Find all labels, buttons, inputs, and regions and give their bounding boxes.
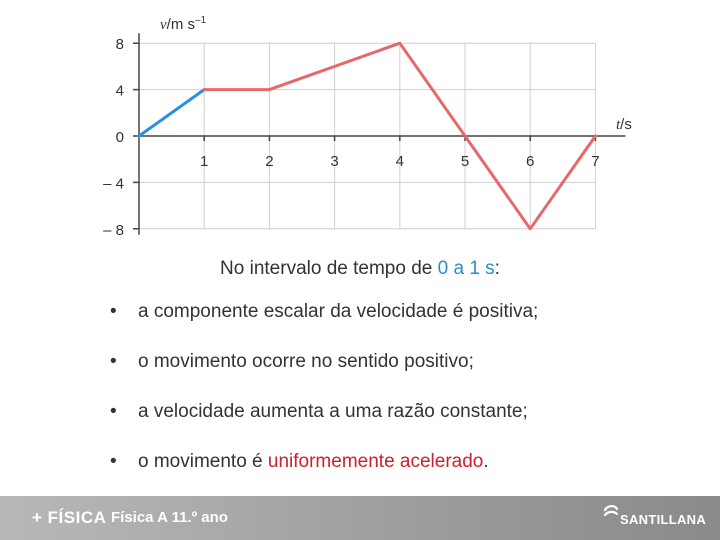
x-tick-label: 2 (265, 153, 274, 170)
bullet-text: o movimento é (138, 451, 268, 472)
x-tick-label: 1 (200, 153, 209, 170)
bullet-emphasis: positiva (468, 301, 534, 322)
footer-bar (0, 496, 720, 540)
caption-highlight: 0 a 1 s (437, 258, 495, 279)
bullet-emphasis: uniformemente acelerado (267, 451, 484, 472)
bullet-text-end: . (483, 451, 489, 472)
publisher-logo-icon (602, 504, 620, 522)
y-tick-label: 8 (115, 36, 124, 54)
bullet-text: a componente escalar da velocidade é (138, 301, 469, 322)
velocity-time-chart (0, 0, 720, 250)
list-item (108, 400, 538, 424)
x-tick-label: 6 (526, 153, 535, 170)
conclusions-list (108, 300, 538, 500)
y-axis-label: v/m $s^{-1}$ (160, 15, 207, 33)
bullet-text-end: ; (468, 351, 474, 372)
list-item (108, 350, 538, 374)
caption-prefix: No intervalo de tempo de (220, 258, 438, 279)
bullet-dot: • (110, 301, 117, 322)
bullet-text: o movimento ocorre no sentido (138, 351, 405, 372)
x-tick-label: 7 (591, 153, 600, 170)
bullet-text-end: ; (533, 301, 539, 322)
bullet-emphasis: positivo (404, 351, 469, 372)
bullet-emphasis: velocidade aumenta (153, 401, 324, 422)
x-axis-label: t/s (616, 116, 632, 133)
bullet-dot: • (110, 451, 117, 472)
series-line (139, 90, 204, 136)
list-item (108, 450, 538, 474)
bullet-text-end: a uma razão constante; (323, 401, 528, 422)
chart-axes (133, 33, 625, 235)
x-tick-label: 3 (330, 153, 339, 170)
footer-book-title: Física A 11.º ano (111, 509, 228, 526)
bullet-dot: • (110, 351, 117, 372)
list-item (108, 300, 538, 324)
interval-caption (0, 258, 720, 280)
y-tick-label: – 4 (103, 175, 124, 193)
footer-brand: + FÍSICA (32, 508, 107, 527)
footer-publisher: SANTILLANA (620, 512, 707, 527)
y-tick-label: – 8 (103, 221, 124, 239)
bullet-text: a (138, 401, 154, 422)
x-tick-label: 5 (460, 153, 470, 170)
y-tick-label: 4 (115, 82, 124, 100)
tick-labels (103, 36, 599, 239)
caption-suffix: : (494, 258, 500, 279)
y-tick-label: 0 (115, 129, 124, 146)
bullet-dot: • (110, 401, 117, 422)
x-tick-label: 4 (395, 153, 404, 170)
